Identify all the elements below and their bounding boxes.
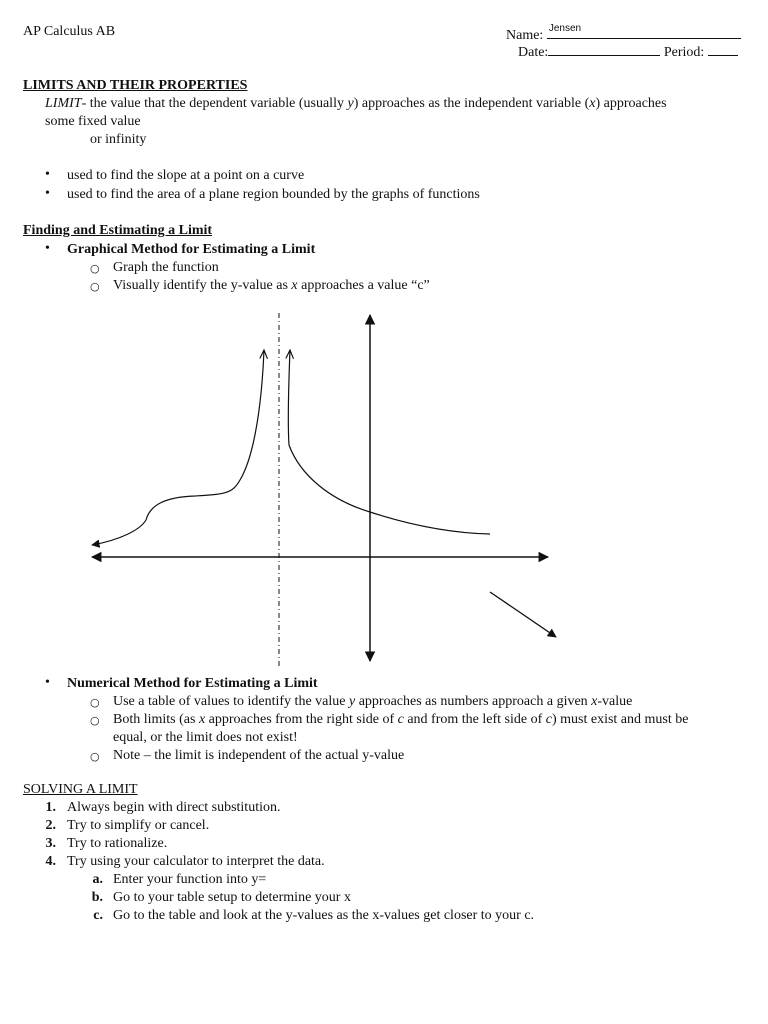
- step2-text-b: approaches a value “c”: [297, 278, 430, 293]
- solving-substep-c: Go to the table and look at the y-values as the x-values get closer to your c.: [113, 908, 535, 923]
- graphical-step-1: Graph the function: [113, 260, 219, 275]
- solving-substep-b: Go to your table setup to determine your x: [113, 890, 351, 905]
- curve-lower-right-segment: [490, 592, 556, 637]
- def-text-2: ) approaches as the independent variable (: [353, 96, 590, 111]
- substep-letter: a.: [92, 872, 103, 887]
- bullet-icon: •: [45, 186, 50, 201]
- n1-text-a: Use a table of values to identify the value: [113, 694, 349, 709]
- use-item-1: used to find the slope at a point on a curve: [67, 168, 305, 183]
- n2-var-c: c: [545, 712, 552, 727]
- substep-letter: c.: [93, 908, 103, 923]
- period-label: Period:: [663, 45, 705, 60]
- section-title-finding: Finding and Estimating a Limit: [23, 223, 213, 238]
- def-var-y: y: [347, 96, 354, 111]
- step-number: 1.: [45, 800, 56, 815]
- circle-bullet-icon: ○: [90, 696, 100, 709]
- numerical-step-2-line-2: equal, or the limit does not exist!: [113, 730, 298, 745]
- step-number: 4.: [45, 854, 56, 869]
- solving-step-1: Always begin with direct substitution.: [67, 800, 281, 815]
- solving-substep-a: Enter your function into y=: [113, 872, 267, 887]
- graphical-method-title: Graphical Method for Estimating a Limit: [67, 242, 316, 257]
- n1-var-x: x: [591, 694, 598, 709]
- step-number: 2.: [45, 818, 56, 833]
- def-line-2: some fixed value: [45, 114, 141, 129]
- circle-bullet-icon: ○: [90, 280, 100, 293]
- def-text-3: ) approaches: [595, 96, 667, 111]
- bullet-icon: •: [45, 675, 50, 690]
- n2-var-x: x: [198, 712, 206, 727]
- curve-left-branch: [92, 350, 264, 545]
- def-term: LIMIT: [45, 96, 82, 111]
- n2-text-e: ) must exist and must be: [551, 712, 689, 727]
- date-label: Date:: [518, 45, 549, 60]
- n2-var-c: c: [397, 712, 404, 727]
- solving-step-2: Try to simplify or cancel.: [67, 818, 210, 833]
- section-title-limits: LIMITS AND THEIR PROPERTIES: [23, 78, 248, 93]
- def-text-1: - the value that the dependent variable (usually: [81, 96, 348, 111]
- n1-var-y: y: [348, 694, 356, 709]
- step2-text-a: Visually identify the y-value as: [113, 278, 292, 293]
- n2-text-d: and from the left side of: [403, 712, 546, 727]
- solving-step-3: Try to rationalize.: [67, 836, 168, 851]
- bullet-icon: •: [45, 167, 50, 182]
- circle-bullet-icon: ○: [90, 262, 100, 275]
- bullet-icon: •: [45, 241, 50, 256]
- circle-bullet-icon: ○: [90, 750, 100, 763]
- n1-text-b: approaches as numbers approach a given: [355, 694, 592, 709]
- numerical-step-3: Note – the limit is independent of the actual y-value: [113, 748, 405, 763]
- n2-text-a: Both limits (as: [113, 712, 199, 727]
- section-title-solving: SOLVING A LIMIT: [23, 782, 138, 797]
- curve-right-branch: [288, 350, 490, 534]
- course-title: AP Calculus AB: [23, 24, 116, 39]
- substep-letter: b.: [91, 890, 103, 905]
- numerical-step-2: [113, 712, 688, 728]
- numerical-step-1: [113, 694, 632, 710]
- name-label: Name:: [506, 28, 544, 43]
- n1-text-c: -value: [597, 694, 633, 709]
- solving-step-4: Try using your calculator to interpret the data.: [67, 854, 325, 869]
- name-value: Jensen: [548, 23, 582, 34]
- def-var-x: x: [589, 96, 596, 111]
- n2-text-b: approaches from the right side of: [205, 712, 398, 727]
- circle-bullet-icon: ○: [90, 714, 100, 727]
- numerical-method-title: Numerical Method for Estimating a Limit: [67, 676, 318, 691]
- use-item-2: used to find the area of a plane region bounded by the graphs of functions: [67, 187, 480, 202]
- def-line-3: or infinity: [90, 132, 147, 147]
- step2-var-x: x: [291, 278, 298, 293]
- step-number: 3.: [45, 836, 56, 851]
